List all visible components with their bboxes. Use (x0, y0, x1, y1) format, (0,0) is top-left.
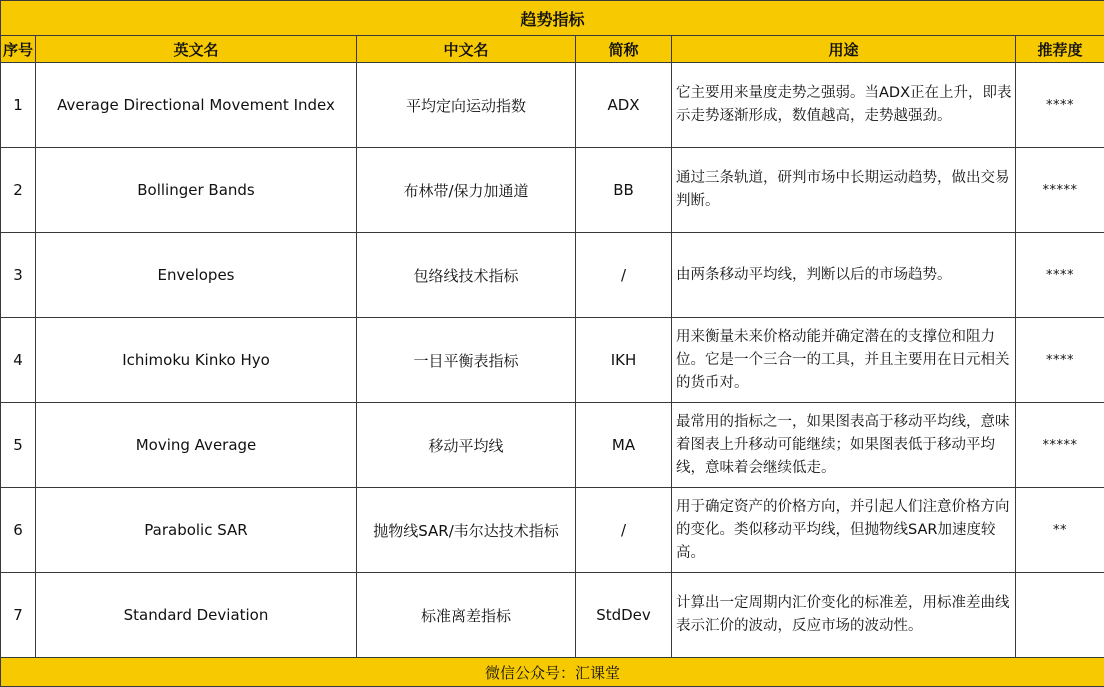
header-index: 序号 (1, 36, 36, 63)
cell-rating: ***** (1016, 403, 1104, 488)
cell-usage: 由两条移动平均线，判断以后的市场趋势。 (672, 233, 1016, 318)
cell-rating: **** (1016, 318, 1104, 403)
cell-rating: ** (1016, 488, 1104, 573)
header-english-name: 英文名 (36, 36, 357, 63)
cell-index: 6 (1, 488, 36, 573)
cell-english-name: Moving Average (36, 403, 357, 488)
cell-usage: 通过三条轨道，研判市场中长期运动趋势，做出交易判断。 (672, 148, 1016, 233)
cell-abbreviation: MA (576, 403, 672, 488)
table-title: 趋势指标 (1, 1, 1104, 36)
table-row (1, 403, 1104, 488)
table-row (1, 233, 1104, 318)
cell-chinese-name: 平均定向运动指数 (357, 63, 576, 148)
cell-rating (1016, 573, 1104, 658)
cell-chinese-name: 包络线技术指标 (357, 233, 576, 318)
cell-english-name: Average Directional Movement Index (36, 63, 357, 148)
cell-index: 3 (1, 233, 36, 318)
cell-abbreviation: ADX (576, 63, 672, 148)
cell-english-name: Standard Deviation (36, 573, 357, 658)
table-row (1, 148, 1104, 233)
cell-chinese-name: 一目平衡表指标 (357, 318, 576, 403)
cell-index: 1 (1, 63, 36, 148)
cell-index: 4 (1, 318, 36, 403)
cell-english-name: Bollinger Bands (36, 148, 357, 233)
cell-abbreviation: / (576, 488, 672, 573)
cell-abbreviation: / (576, 233, 672, 318)
header-row (1, 36, 1104, 63)
footer-text: 微信公众号：汇课堂 (1, 658, 1104, 687)
cell-index: 2 (1, 148, 36, 233)
footer-row (1, 658, 1104, 687)
cell-abbreviation: BB (576, 148, 672, 233)
table-row (1, 488, 1104, 573)
header-chinese-name: 中文名 (357, 36, 576, 63)
cell-index: 7 (1, 573, 36, 658)
cell-usage: 最常用的指标之一，如果图表高于移动平均线，意味着图表上升移动可能继续；如果图表低于移动平均线，意味着会继续低走。 (672, 403, 1016, 488)
cell-abbreviation: StdDev (576, 573, 672, 658)
cell-chinese-name: 移动平均线 (357, 403, 576, 488)
table-row (1, 573, 1104, 658)
cell-usage: 用来衡量未来价格动能并确定潜在的支撑位和阻力位。它是一个三合一的工具，并且主要用在日元相关的货币对。 (672, 318, 1016, 403)
header-abbreviation: 简称 (576, 36, 672, 63)
cell-usage: 用于确定资产的价格方向，并引起人们注意价格方向的变化。类似移动平均线，但抛物线SAR加速度较高。 (672, 488, 1016, 573)
cell-rating: **** (1016, 63, 1104, 148)
table-row (1, 318, 1104, 403)
cell-usage: 它主要用来量度走势之强弱。当ADX正在上升，即表示走势逐渐形成，数值越高，走势越强劲。 (672, 63, 1016, 148)
cell-english-name: Parabolic SAR (36, 488, 357, 573)
cell-abbreviation: IKH (576, 318, 672, 403)
cell-english-name: Envelopes (36, 233, 357, 318)
table-row (1, 63, 1104, 148)
cell-rating: **** (1016, 233, 1104, 318)
cell-index: 5 (1, 403, 36, 488)
cell-chinese-name: 抛物线SAR/韦尔达技术指标 (357, 488, 576, 573)
cell-chinese-name: 布林带/保力加通道 (357, 148, 576, 233)
cell-rating: ***** (1016, 148, 1104, 233)
cell-english-name: Ichimoku Kinko Hyo (36, 318, 357, 403)
cell-chinese-name: 标准离差指标 (357, 573, 576, 658)
cell-usage: 计算出一定周期内汇价变化的标准差，用标准差曲线表示汇价的波动，反应市场的波动性。 (672, 573, 1016, 658)
title-row (1, 1, 1104, 36)
header-usage: 用途 (672, 36, 1016, 63)
header-rating: 推荐度 (1016, 36, 1104, 63)
